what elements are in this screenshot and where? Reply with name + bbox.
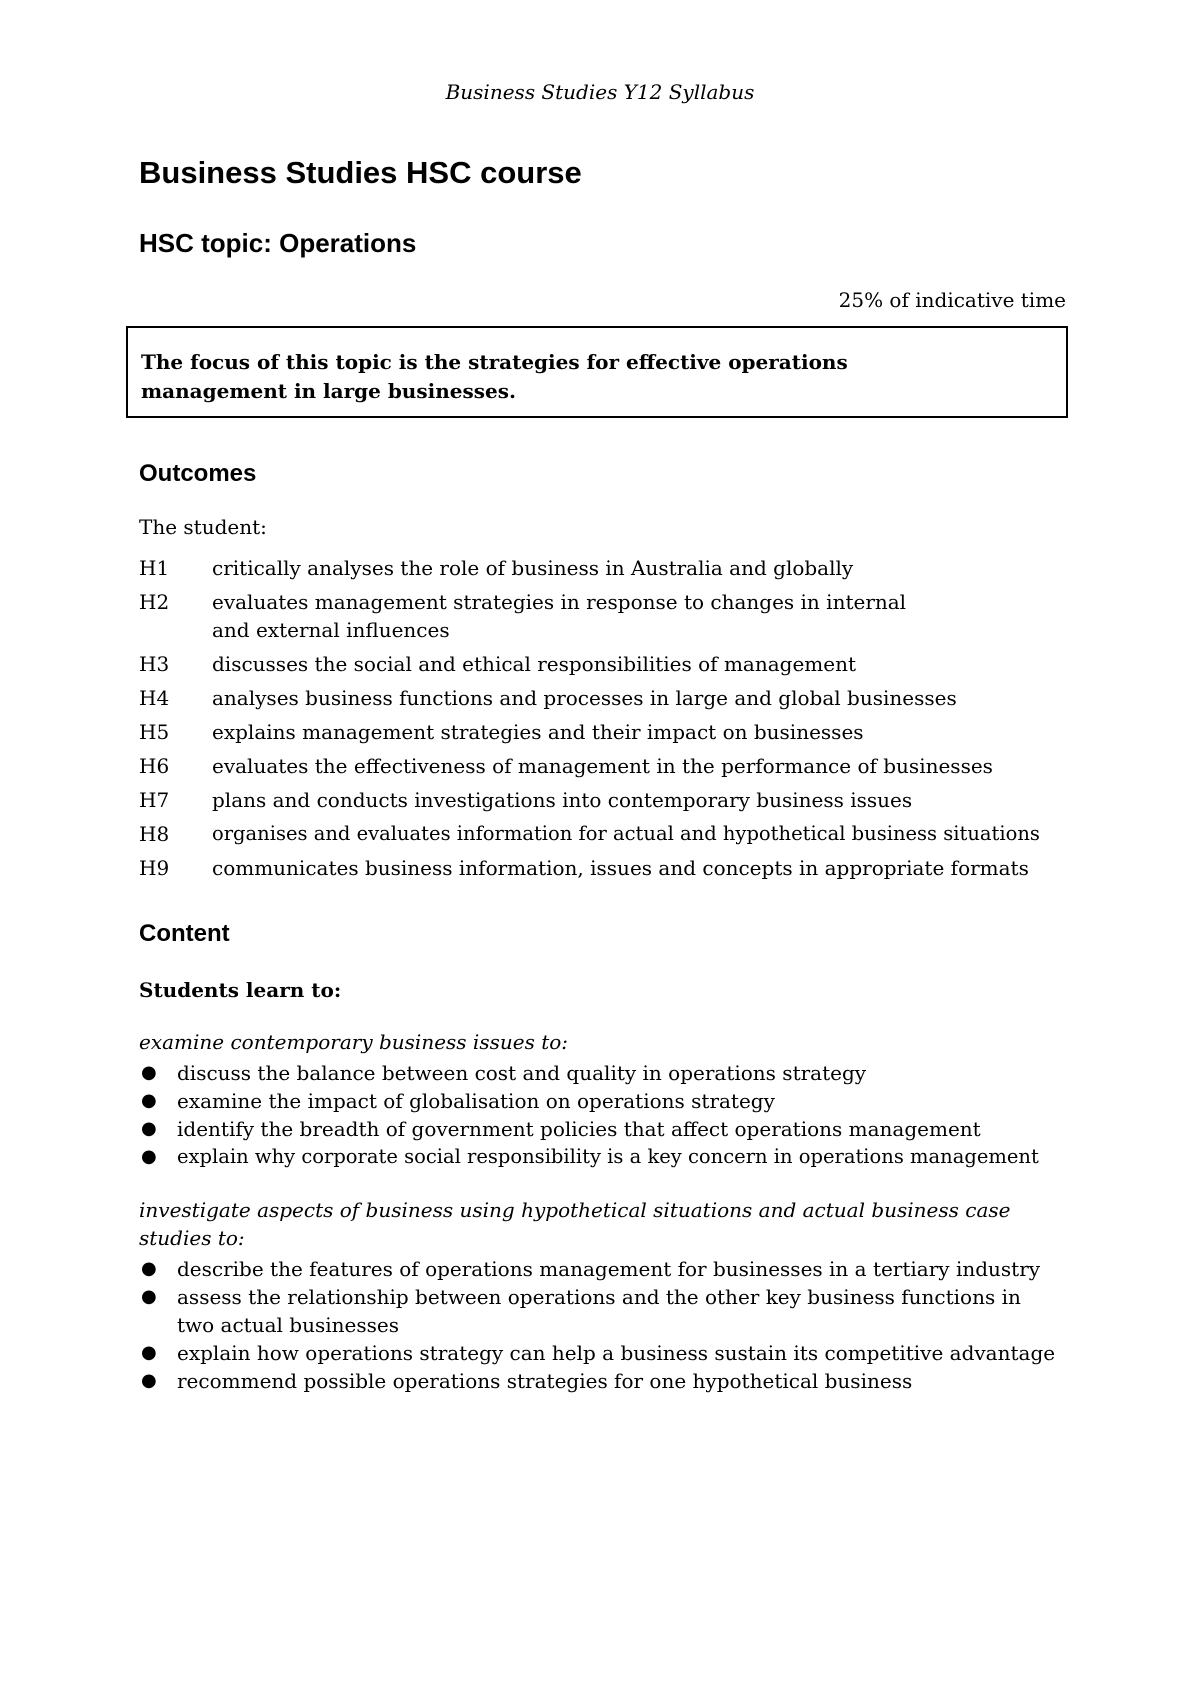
list-item <box>139 1339 1059 1367</box>
outcome-text: evaluates management strategies in response to changes in internal and external influences <box>212 590 907 642</box>
list-item <box>139 1115 1059 1143</box>
outcome-code: H3 <box>139 652 170 676</box>
bullet-icon: ● <box>141 1258 157 1279</box>
bullet-list <box>139 1255 1059 1395</box>
bullet-icon: ● <box>141 1090 157 1111</box>
bullet-icon: ● <box>141 1342 157 1363</box>
focus-box <box>126 326 1068 418</box>
outcome-item <box>139 684 1059 712</box>
list-item-text: identify the breadth of government policies that affect operations management <box>177 1117 981 1141</box>
outcomes-intro: The student: <box>139 515 267 539</box>
outcome-text: organises and evaluates information for actual and hypothetical business situations <box>212 822 1040 845</box>
list-item <box>139 1143 1059 1171</box>
outcome-item <box>139 786 1059 814</box>
outcome-item <box>139 820 1059 848</box>
list-item <box>139 1283 1059 1339</box>
outcome-item <box>139 718 1059 746</box>
bullet-icon: ● <box>141 1146 157 1167</box>
list-item-text: examine the impact of globalisation on operations strategy <box>177 1089 775 1113</box>
outcomes-list <box>139 554 1059 888</box>
bullet-icon: ● <box>141 1286 157 1307</box>
outcome-text: discusses the social and ethical responsibilities of management <box>212 652 856 676</box>
outcome-item <box>139 588 1059 644</box>
outcome-code: H4 <box>139 686 170 710</box>
bullet-icon: ● <box>141 1118 157 1139</box>
outcome-item <box>139 752 1059 780</box>
list-item <box>139 1367 1059 1395</box>
outcome-code: H9 <box>139 856 170 880</box>
students-learn-label: Students learn to: <box>139 978 342 1002</box>
outcome-text: analyses business functions and processes in large and global businesses <box>212 686 957 710</box>
outcome-code: H5 <box>139 720 170 744</box>
topic-title: HSC topic: Operations <box>139 228 417 258</box>
course-title: Business Studies HSC course <box>139 155 582 190</box>
list-item-text: describe the features of operations management for businesses in a tertiary industry <box>177 1257 1041 1281</box>
outcome-text: communicates business information, issues and concepts in appropriate formats <box>212 856 1029 880</box>
bullet-icon: ● <box>141 1062 157 1083</box>
outcome-code: H7 <box>139 788 170 812</box>
list-item-text: assess the relationship between operations and the other key business functions in two actual businesses <box>177 1285 1021 1337</box>
list-item <box>139 1087 1059 1115</box>
outcome-text: evaluates the effectiveness of management in the performance of businesses <box>212 754 993 778</box>
outcome-item <box>139 650 1059 678</box>
section-intro: examine contemporary business issues to: <box>139 1030 569 1054</box>
bullet-icon: ● <box>141 1370 157 1391</box>
outcome-code: H2 <box>139 590 170 614</box>
indicative-time: 25% of indicative time <box>838 288 1066 312</box>
outcome-code: H8 <box>139 822 170 846</box>
list-item-text: explain why corporate social responsibility is a key concern in operations management <box>177 1145 1039 1168</box>
outcome-text: plans and conducts investigations into contemporary business issues <box>212 788 913 812</box>
list-item <box>139 1059 1059 1087</box>
outcome-text: explains management strategies and their impact on businesses <box>212 720 864 744</box>
focus-text: The focus of this topic is the strategies for effective operations management in large businesses. <box>141 350 848 403</box>
section-intro: investigate aspects of business using hypothetical situations and actual business case studies to: <box>139 1198 1011 1250</box>
bullet-list <box>139 1059 1059 1171</box>
list-item-text: explain how operations strategy can help a business sustain its competitive advantage <box>177 1341 1056 1365</box>
outcome-text: critically analyses the role of business in Australia and globally <box>212 556 854 580</box>
list-item-text: recommend possible operations strategies for one hypothetical business <box>177 1369 913 1393</box>
outcome-item <box>139 854 1059 882</box>
list-item-text: discuss the balance between cost and quality in operations strategy <box>177 1061 867 1085</box>
list-item <box>139 1255 1059 1283</box>
outcomes-heading: Outcomes <box>139 460 257 487</box>
content-heading: Content <box>139 920 230 947</box>
outcome-code: H1 <box>139 556 170 580</box>
outcome-item <box>139 554 1059 582</box>
outcome-code: H6 <box>139 754 170 778</box>
running-header: Business Studies Y12 Syllabus <box>445 80 755 104</box>
